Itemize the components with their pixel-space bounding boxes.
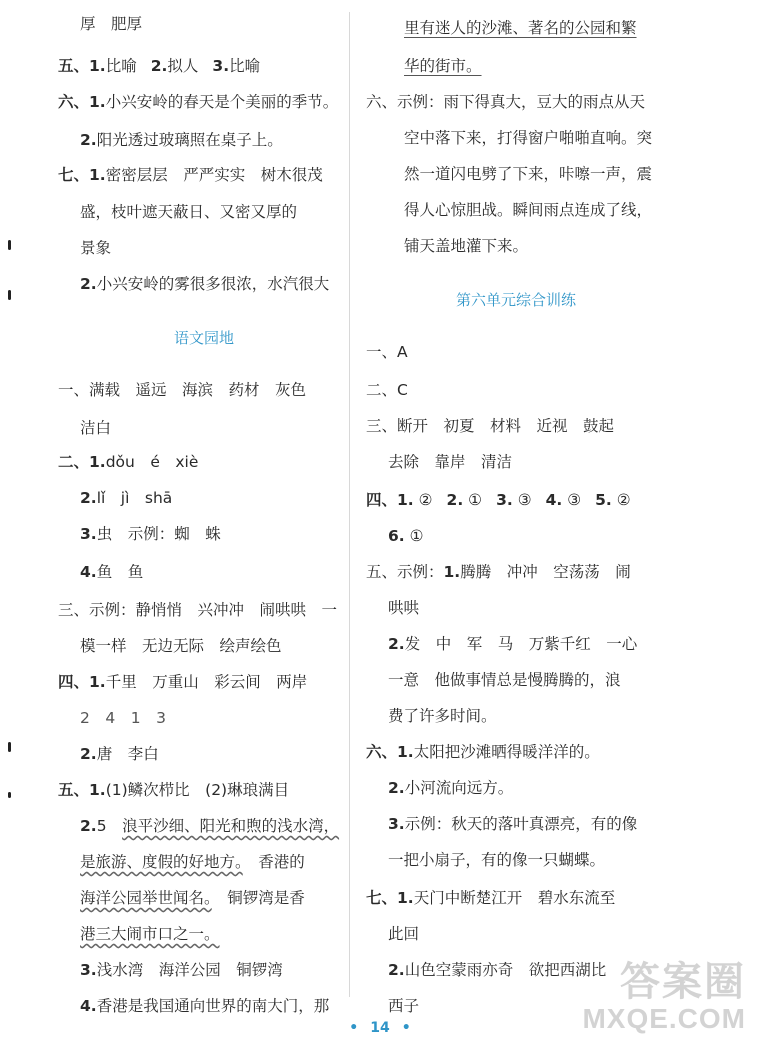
answer-line: 七、1.天门中断楚江开 碧水东流至 (366, 889, 616, 907)
column-divider (349, 12, 350, 997)
answer-line: 三、断开 初夏 材料 近视 鼓起 (366, 417, 615, 435)
answer-line: 五、1.(1)鳞次栉比 (2)琳琅满目 (58, 781, 290, 799)
answer-line: 一意 他做事情总是慢腾腾的，浪 (388, 671, 621, 689)
answer-line: 盛，枝叶遮天蔽日、又密又厚的 (80, 203, 298, 221)
page-dot-left: • (349, 1020, 359, 1036)
answer-line: 空中落下来，打得窗户啪啪直响。突 (404, 129, 653, 147)
answer-line: 2 4 1 3 (80, 709, 166, 727)
answer-line: 3.示例：秋天的落叶真漂亮，有的像 (388, 815, 638, 833)
answer-line: 六、1.太阳把沙滩晒得暖洋洋的。 (366, 743, 600, 761)
answer-line: 铺天盖地灌下来。 (404, 237, 529, 255)
answer-line: 3.虫 示例：蜘 蛛 (80, 525, 221, 543)
answer-line: 3.浅水湾 海洋公园 铜锣湾 (80, 961, 283, 979)
answer-line: 六、1.小兴安岭的春天是个美丽的季节。 (58, 93, 339, 111)
answer-line: 一把小扇子，有的像一只蝴蝶。 (388, 851, 606, 869)
answer-line: 2.lǐ jì shā (80, 489, 173, 507)
answer-line: 华的街市。 (404, 57, 482, 75)
answer-line: 2.小兴安岭的雾很多很浓，水汽很大 (80, 275, 330, 293)
answer-line: 景象 (80, 239, 112, 257)
margin-mark (8, 290, 11, 300)
answer-line: 2.唐 李白 (80, 745, 159, 763)
answer-line: 一、满载 遥远 海滨 药材 灰色 (58, 381, 307, 399)
answer-line: 四、1. ② 2. ① 3. ③ 4. ③ 5. ② (366, 491, 631, 509)
answer-line: 七、1.密密层层 严严实实 树木很茂 (58, 166, 323, 184)
answer-line: 二、C (366, 381, 408, 399)
answer-line: 然一道闪电劈了下来，咔嚓一声，震 (404, 165, 653, 183)
section-heading: 语文园地 (173, 329, 234, 347)
answer-line: 港三大闹市口之一。 (80, 925, 220, 943)
answer-line: 五、1.比喻 2.拟人 3.比喻 (58, 57, 261, 75)
answer-line: 2.5 浪平沙细、阳光和煦的浅水湾， (80, 817, 340, 835)
answer-line: 六、示例：雨下得真大，豆大的雨点从天 (366, 93, 646, 111)
answer-line: 2.山色空蒙雨亦奇 欲把西湖比 (388, 961, 607, 979)
answer-line: 此回 (388, 925, 420, 943)
page-number: • 14 • (349, 1020, 411, 1036)
answer-line: 4.香港是我国通向世界的南大门，那 (80, 997, 330, 1015)
answer-line: 费了许多时间。 (388, 707, 497, 725)
site-watermark: 答案圈 MXQE.COM (582, 960, 746, 1034)
section-heading: 第六单元综合训练 (455, 291, 576, 309)
page-dot-right: • (401, 1020, 411, 1036)
answer-line: 是旅游、度假的好地方。 香港的 (80, 853, 305, 871)
answer-line: 里有迷人的沙滩、著名的公园和繁 (404, 19, 637, 37)
answer-line: 2.小河流向远方。 (388, 779, 514, 797)
answer-line: 去除 靠岸 清洁 (388, 453, 513, 471)
margin-mark (8, 742, 11, 752)
answer-line: 二、1.dǒu é xiè (58, 453, 199, 471)
answer-line: 哄哄 (388, 599, 420, 617)
answer-line: 4.鱼 鱼 (80, 563, 144, 581)
answer-line: 6. ① (388, 527, 424, 545)
answer-line: 厚 肥厚 (80, 15, 143, 33)
answer-line: 2.发 中 军 马 万紫千红 一心 (388, 635, 638, 653)
margin-mark (8, 792, 11, 798)
answer-line: 海洋公园举世闻名。 铜锣湾是香 (80, 889, 305, 907)
answer-line: 五、示例：1.腾腾 冲冲 空荡荡 闹 (366, 563, 631, 581)
answer-line: 三、示例：静悄悄 兴冲冲 闹哄哄 一 (58, 601, 338, 619)
answer-line: 洁白 (80, 419, 112, 437)
answer-line: 2.阳光透过玻璃照在桌子上。 (80, 131, 283, 149)
answer-line: 得人心惊胆战。瞬间雨点连成了线， (404, 201, 653, 219)
margin-mark (8, 240, 11, 250)
answer-line: 西子 (388, 997, 420, 1015)
answer-line: 四、1.千里 万重山 彩云间 两岸 (58, 673, 308, 691)
answer-line: 一、A (366, 343, 408, 361)
answer-line: 模一样 无边无际 绘声绘色 (80, 637, 282, 655)
